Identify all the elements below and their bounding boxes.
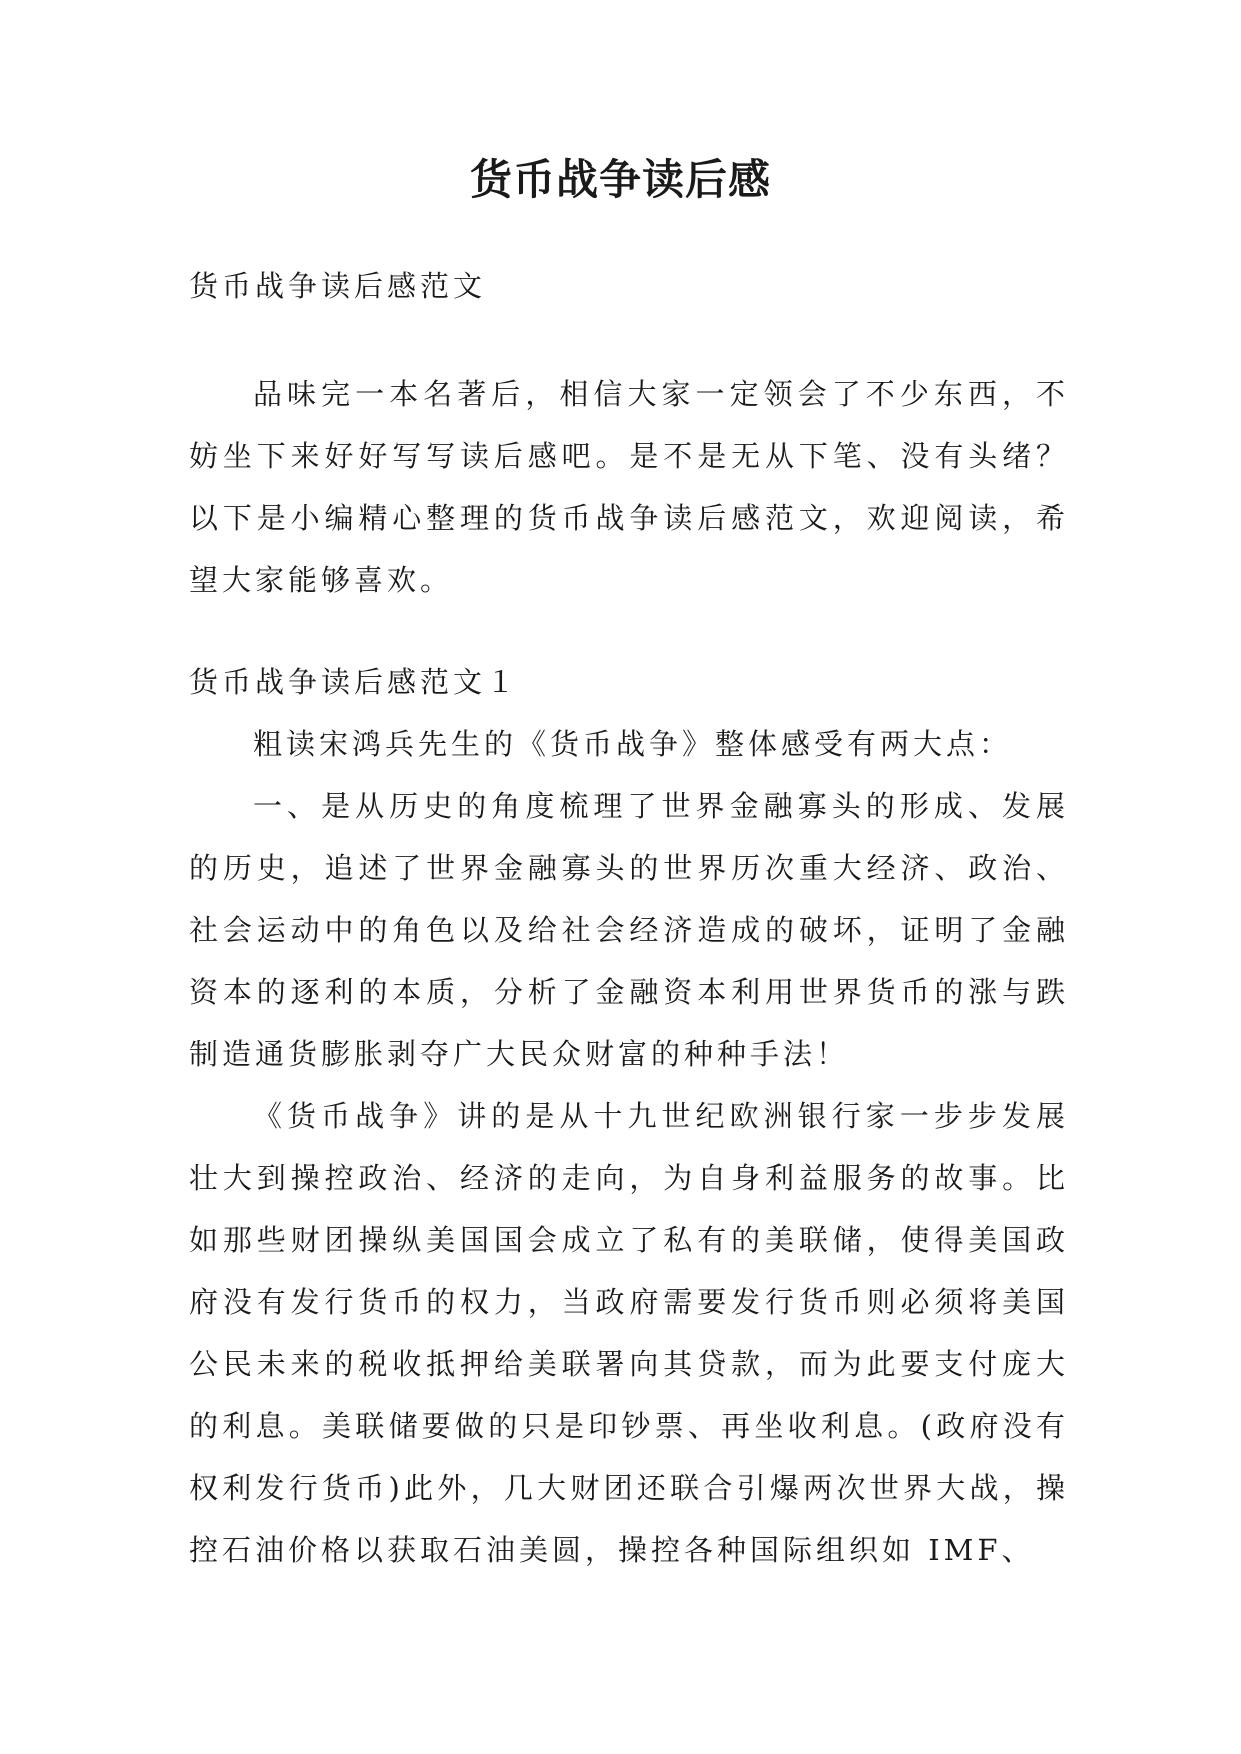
body-paragraph: 《货币战争》讲的是从十九世纪欧洲银行家一步步发展壮大到操控政治、经济的走向，为自身利益服务的故事。比如那些财团操纵美国国会成立了私有的美联储，使得美国政府没有发行货币的权力，当政府需要发行货币则必须将美国公民未来的税收抵押给美联署向其贷款，而为此要支付庞大的利息。美联储要做的只是印钞票、再坐收利息。(政府没有权利发行货币)此外，几大财团还联合引爆两次世界大战，操控石油价格以获取石油美圆，操控各种国际组织如 IMF、 — [189, 1099, 1069, 1567]
section-heading: 货币战争读后感范文１ — [189, 665, 520, 699]
spacer — [189, 611, 1069, 651]
body-paragraph: 一、是从历史的角度梳理了世界金融寡头的形成、发展的历史，追述了世界金融寡头的世界历次重大经济、政治、社会运动中的角色以及给社会经济造成的破坏，证明了金融资本的逐利的本质，分析了金融资本利用世界货币的涨与跌制造通货膨胀剥夺广大民众财富的种种手法！ — [189, 789, 1069, 1071]
body-paragraph: 粗读宋鸿兵先生的《货币战争》整体感受有两大点： — [253, 727, 1013, 761]
intro-paragraph: 品味完一本名著后，相信大家一定领会了不少东西，不妨坐下来好好写写读后感吧。是不是无从下笔、没有头绪？以下是小编精心整理的货币战争读后感范文，欢迎阅读，希望大家能够喜欢。 — [189, 377, 1069, 597]
spacer — [189, 317, 1069, 363]
document-subtitle: 货币战争读后感范文 — [189, 269, 487, 303]
document-title: 货币战争读后感 — [469, 155, 771, 204]
document-body — [189, 255, 1069, 1581]
